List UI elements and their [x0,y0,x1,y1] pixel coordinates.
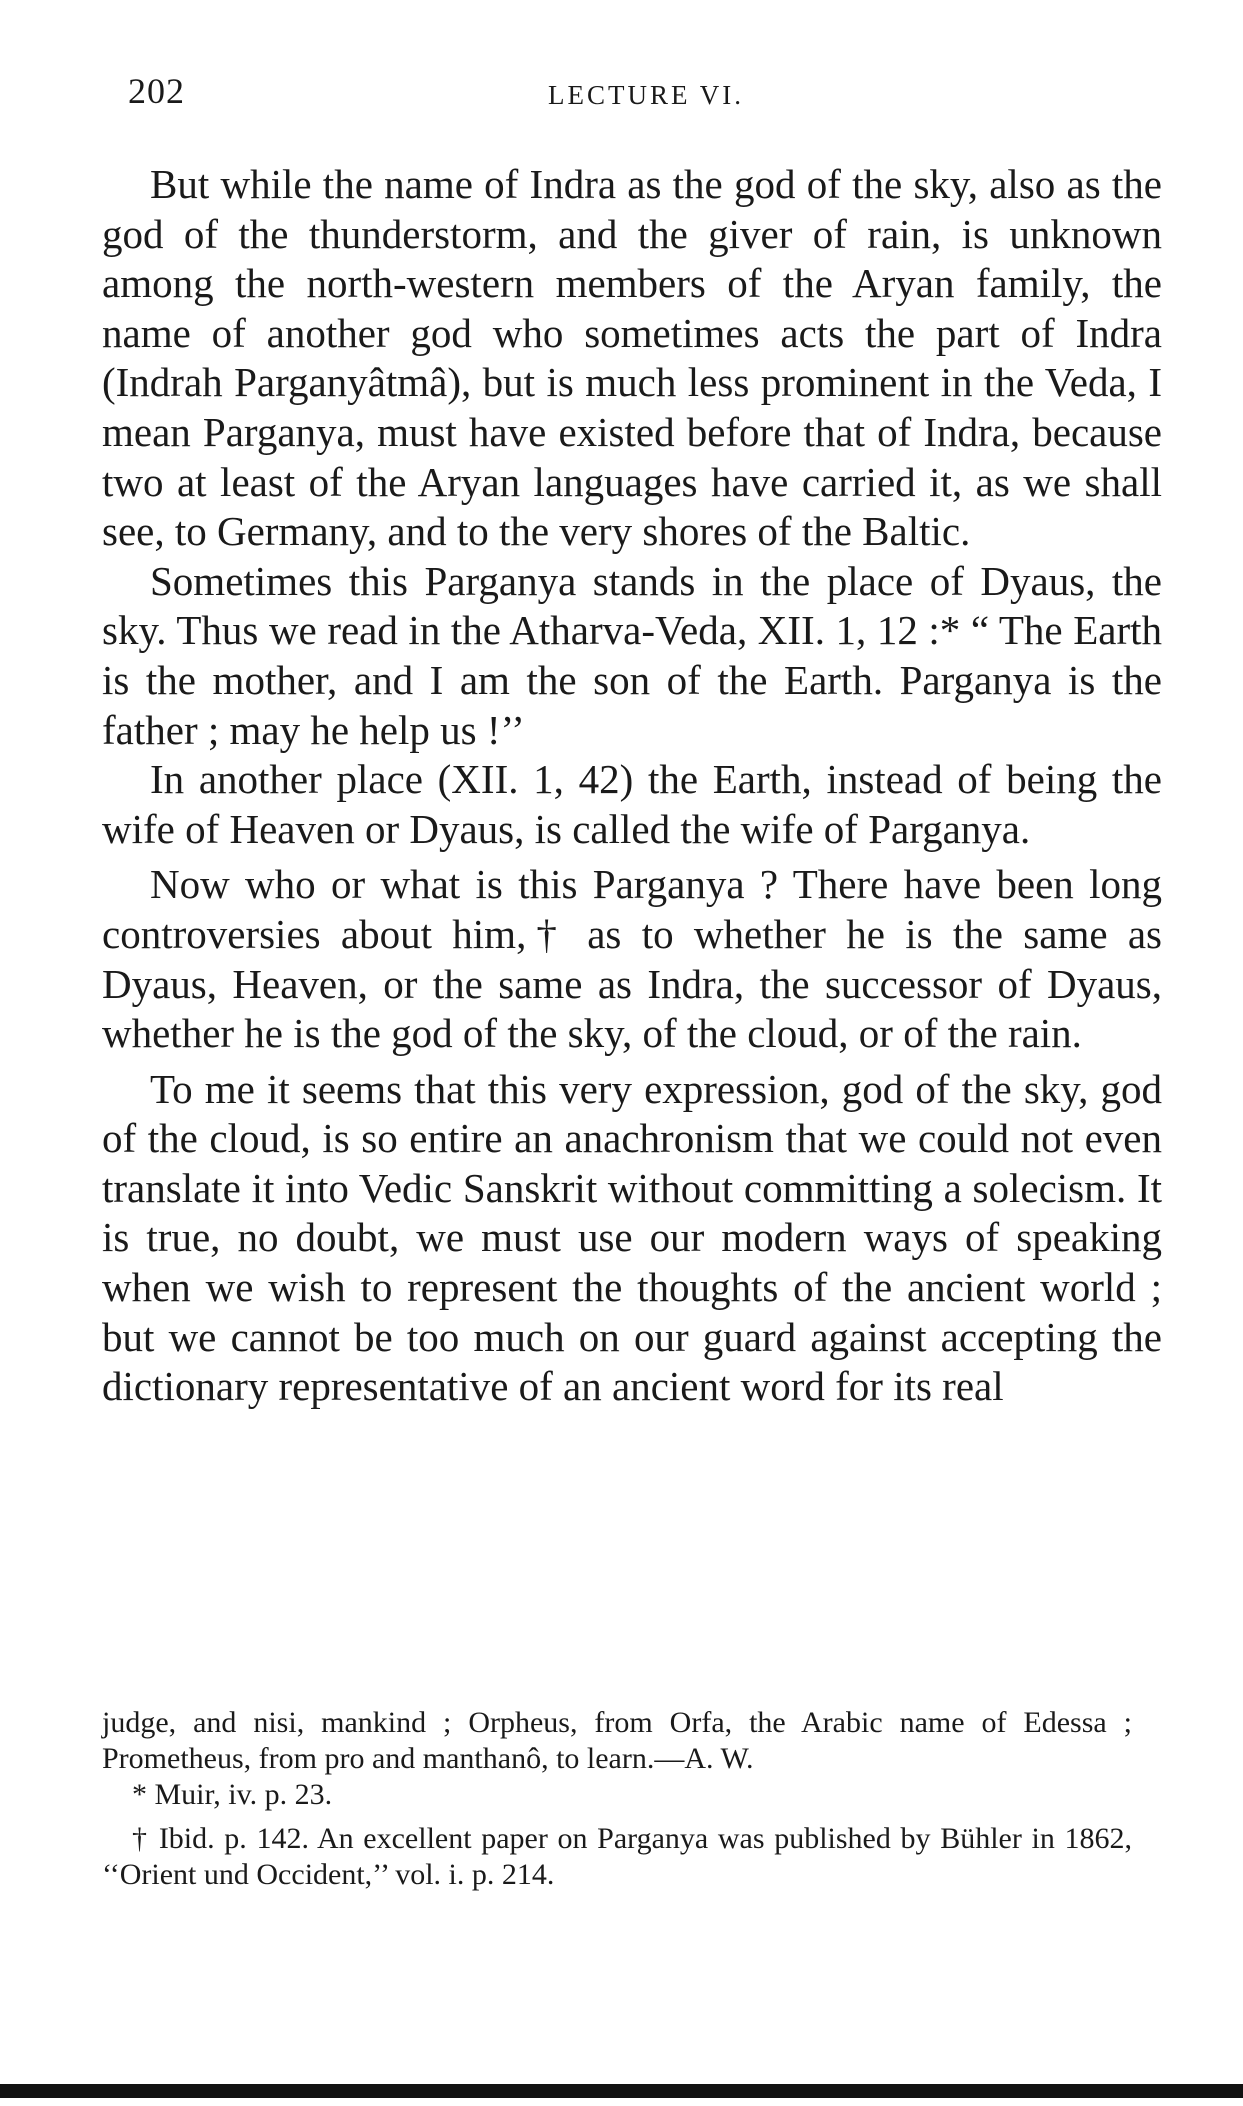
paragraph: In another place (XII. 1, 42) the Earth, instead of being the wife of Heaven or Dyaus, is called the wife of Parganya. [102,756,1162,852]
footnote: † Ibid. p. 142. An excellent paper on Parganya was published by Bühler in 1862, ‘‘Orient und Occident,’’ vol. i. p. 214. [102,1822,1132,1891]
paragraph: To me it seems that this very expression, god of the sky, god of the cloud, is so entire an anachronism that we could not even translate it into Vedic Sanskrit without committing a solecism. It is true, no doubt, we must use our modern ways of speaking when we wish to represent the thoughts of the ancient world ; but we cannot be too much on our guard against accepting the dictionary representative of an ancient word for its real [102,1065,1162,1410]
main-text [102,160,1162,1412]
running-head: LECTURE VI. [548,80,744,110]
paragraph: Now who or what is this Parganya ? There have been long controversies about him,† as to whether he is the same as Dyaus, Heaven, or the same as Indra, the successor of Dyaus, whether he is the god of the sky, of the cloud, or of the rain. [102,861,1162,1057]
paragraph: Sometimes this Parganya stands in the place of Dyaus, the sky. Thus we read in the Atharva-Veda, XII. 1, 12 :* “ The Earth is the mother, and I am the son of the Earth. Parganya is the father ; may he help us !’’ [102,557,1162,753]
page-number: 202 [128,71,185,111]
page-header [128,70,1138,130]
paragraph: But while the name of Indra as the god of the sky, also as the god of the thunderstorm, and the giver of rain, is unknown among the north-western members of the Aryan family, the name of another god who sometimes acts the part of Indra (Indrah Parganyâtmâ), but is much less prominent in the Veda, I mean Parganya, must have existed before that of Indra, because two at least of the Aryan languages have carried it, as we shall see, to Germany, and to the very shores of the Baltic. [102,161,1162,555]
footnote-continuation: judge, and nisi, mankind ; Orpheus, from Orfa, the Arabic name of Edessa ; Prometheus, from pro and manthanô, to learn.—A. W. [102,1706,1132,1775]
footnote: * Muir, iv. p. 23. [132,1778,333,1811]
scan-bottom-edge [0,2084,1243,2098]
footnotes [102,1705,1132,1893]
